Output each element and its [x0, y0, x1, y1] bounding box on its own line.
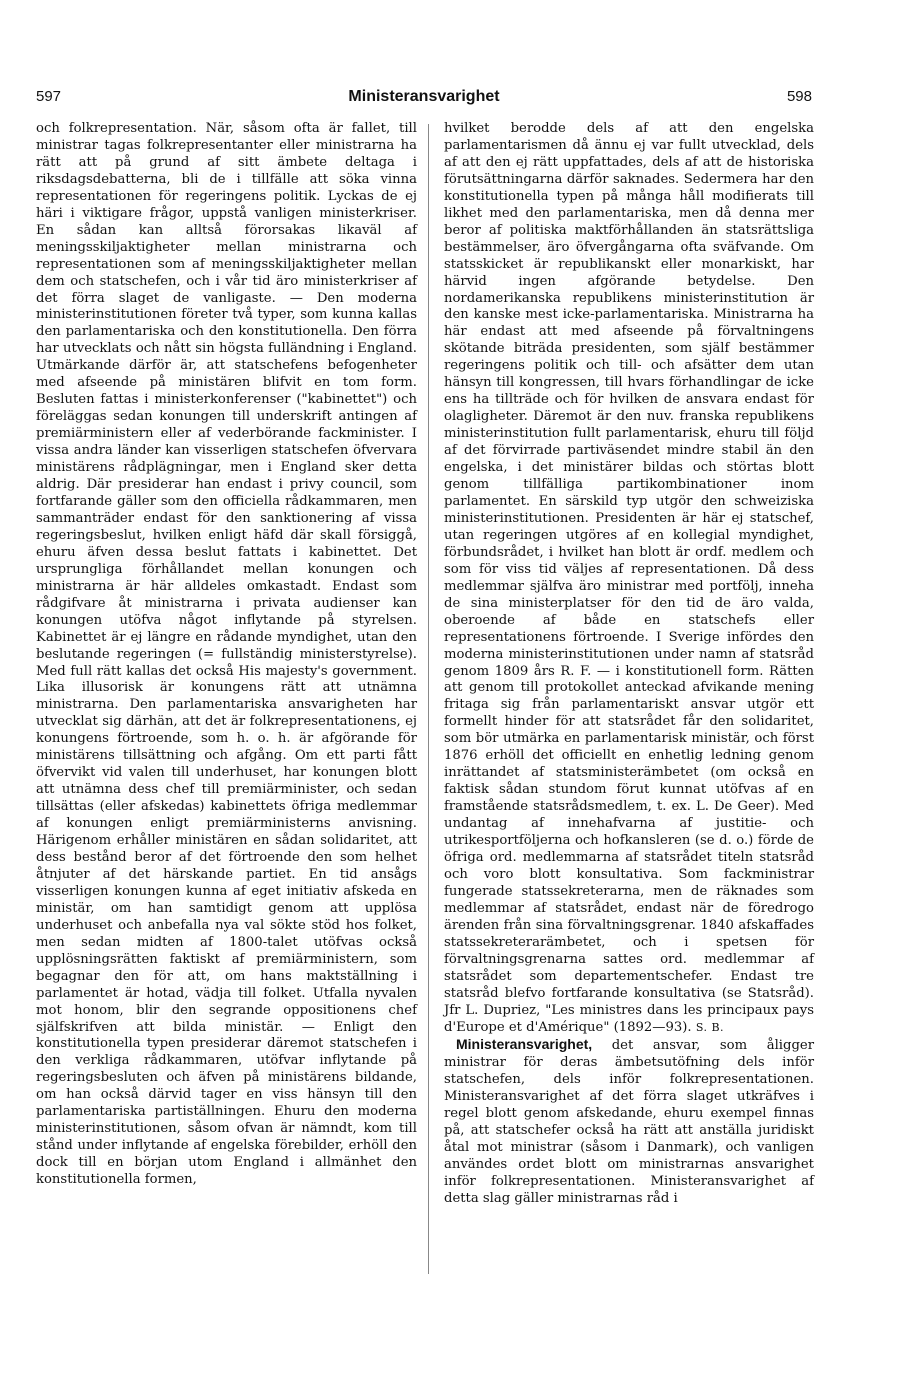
page-header: [36, 88, 812, 108]
running-title: Ministeransvarighet: [348, 88, 500, 105]
left-column: [36, 121, 417, 1189]
entry-headword: Ministeransvarighet,: [456, 1036, 593, 1053]
right-column-body: hvilket berodde dels af att den engelska parlamentarismen då ännu ej var fullt utvecklad, dels af att den ej rätt uppfattades, dels af att de historiska förutsättningarna därför saknades. Sedermera har den konstitutionella typen på många håll modifierats till likhet med den parlamentariska, men då denna mer beror af politiska maktförhållanden än statsrättsliga bestämmelser, äro öfvergångarna ofta sväfvande. Om statsskicket är republikanskt eller monarkiskt, har härvid ingen afgörande betydelse. Den nordamerikanska republikens ministerinstitution är den kanske mest icke-parlamentariska. Ministrarna ha här endast att med afseende på förvaltningens skötande biträda presidenten, som själf bestämmer regeringens politik och till- och afsätter dem utan hänsyn till kongressen, till hvars förhandlingar de icke ens ha tillträde och för hvilken de ansvara endast för olagligheter. Däremot är den nuv. franska republikens ministerinstitution fullt parlamentarisk, ehuru till följd af det förvirrade partiväsendet mindre stabil än den engelska, i det ministärer bildas och störtas blott genom tillfälliga partikombinationer inom parlamentet. En särskild typ utgör den schweiziska ministerinstitutionen. Presidenten är här ej statschef, utan regeringen utgöres af en kollegial myndighet, förbundsrådet, i hvilket han blott är ordf. medlem och som för viss tid väljes af representationen. Då dess medlemmar själfva äro ministrar med portfölj, inneha de sina ministerplatser för den tid de äro valda, oberoende af både en statschefs eller representationens förtroende. I Sverige infördes den moderna ministerinstitutionen under namn af statsråd genom 1809 års R. F. — i konstitutionell form. Rätten att genom till protokollet anteckad afvikande mening fritaga sig från parlamentariskt ansvar utgör ett formellt hinder för att statsrådet får den solidaritet, som bör utmärka en parlamentarisk ministär, och först 1876 erhöll det officiellt en enhetlig ledning genom inrättandet af statsministerämbetet (om också en faktisk sådan stundom förut kunnat utöfvas af en framstående statsrådsmedlem, t. ex. L. De Geer). Med undantag af innehafvarna af justitie- och utrikesportföljerna och hofkansleren (se d. o.) förde de öfriga ord. medlemmarna af statsrådet titeln statsråd och voro blott konsultativa. Som fackministrar fungerade statssekreterarna, men de räknades som medlemmar af statsrådet, endast när de föredrogo ärenden från sina förvaltningsgrenar. 1840 afskaffades statssekreterarämbetet, och i spetsen för förvaltningsgrenarna sattes ord. medlemmar af statsrådet som departementschefer. Endast tre statsråd blefvo fortfarande konsultativa (se Statsråd). Jfr L. Dupriez, "Les ministres dans les principaux pays d'Europe et d'Amérique" (1892—93).: [444, 121, 814, 1035]
right-column: [444, 121, 814, 1208]
dictionary-entry: [444, 1036, 814, 1208]
left-column-text: och folkrepresentation. När, såsom ofta är fallet, till ministrar tagas folkrepresentanter eller ministrarna ha rätt att på grund af sitt ämbete deltaga i riksdagsdebatterna, bli de i tillfälle att söka vinna representationen för regeringens politik. Lyckas de ej häri i viktigare frågor, uppstå vanligen ministerkriser. En sådan kan alltså förorsakas likaväl af meningsskiljaktigheter mellan ministrarna och representationen som af meningsskiljaktigheter mellan dem och statschefen, och i vår tid äro ministerkriser af det förra slaget de vanligaste. — Den moderna ministerinstitutionen företer två typer, som kunna kallas den parlamentariska och den konstitutionella. Den förra har utvecklats och nått sin högsta fulländning i England. Utmärkande därför är, att statschefens befogenheter med afseende på ministären blifvit en tom form. Besluten fattas i ministerkonferenser ("kabinettet") och föreläggas sedan konungen till underskrift antingen af premiärministern eller af vederbörande fackminister. I vissa andra länder kan visserligen statschefen öfvervara ministärens rådplägningar, men i England sker detta aldrig. Där presiderar han endast i privy council, som fortfarande gäller som den officiella rådkammaren, men sammanträder endast för den sanktionering af vissa regeringsbeslut, hvilken enligt häfd där skall försiggå, ehuru äfven dessa beslut fattats i kabinettet. Det ursprungliga förhållandet mellan konungen och ministrarna är här alldeles omkastadt. Endast som rådgifvare åt ministrarna i privata audienser kan konungen utöfva något inflytande på styrelsen. Kabinettet är ej längre en rådande myndighet, utan den beslutande regeringen (= fullständig ministerstyrelse). Med full rätt kallas det också His majesty's government. Lika illusorisk är konungens rätt att utnämna ministrarna. Den parlamentariska ansvarigheten har utvecklat sig därhän, att det är folkrepresentationens, ej konungens förtroende, som h. o. h. är afgörande för ministärens tillsättning och afgång. Om ett parti fått öfvervikt vid valen till underhuset, har konungen blott att utnämna dess chef till premiärminister, och sedan tillsättas (eller afskedas) kabinettets öfriga medlemmar af konungen enligt premiärministerns anvisning. Härigenom erhåller ministären en sådan solidaritet, att dess bestånd beror af det förtroende den som helhet åtnjuter af det härskande partiet. En tid ansågs visserligen konungen kunna af eget initiativ afskeda en ministär, om han samtidigt genom att upplösa underhuset och anbefalla nya val sökte stöd hos folket, men sedan midten af 1800-talet utöfvas också upplösningsrätten faktiskt af premiärministern, som begagnar den för att, om hans maktställning i parlamentet är hotad, vädja till folket. Utfalla nyvalen mot honom, blir den segrande oppositionens chef själfskrifven att bilda ministär. — Enligt den konstitutionella typen presiderar däremot statschefen i den verkliga rådkammaren, utöfvar inflytande på regeringsbesluten och äfven på ministärens bildande, om han också därvid tager en viss hänsyn till den parlamentariska partiställningen. Ehuru den moderna ministerinstitutionen, såsom ofvan är nämndt, kom till stånd under inflytande af engelska förebilder, erhöll den dock till en början utom England i allmänhet den konstitutionella formen,: [36, 121, 417, 1188]
column-divider: [428, 124, 429, 1274]
author-signature: S. B.: [695, 1020, 725, 1034]
page-number-right: 598: [786, 88, 812, 105]
entry-text: det ansvar, som åligger ministrar för deras ämbetsutöfning dels inför statschefen, dels inför folkrepresentationen. Ministeransvarighet af det förra slaget utkräfves i regel blott genom afskedande, ehuru exempel finnas på, att statschefer också ha rätt att anställa juridiskt åtal mot ministrar (såsom i Danmark), och vanligen användes ordet blott om ministrarnas ansvarighet inför folkrepresentationen. Ministeransvarighet af detta slag gäller ministrarnas råd i: [444, 1038, 814, 1207]
right-column-text: [444, 121, 814, 1036]
page-number-left: 597: [36, 88, 62, 105]
